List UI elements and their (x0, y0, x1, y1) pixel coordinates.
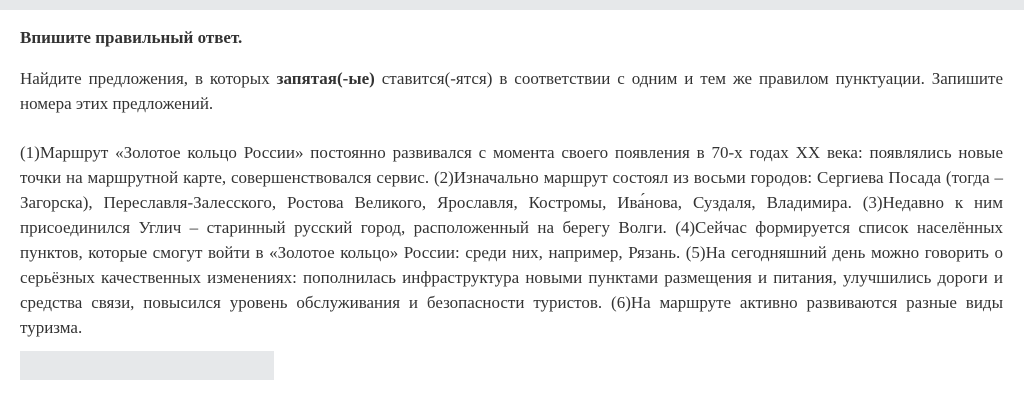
instruction-bold-term: запятая(-ые) (276, 69, 375, 88)
task-passage: (1)Маршрут «Золотое кольцо России» постоянно развивался с момента своего появления в 70-х годах XX века: появлялись новые точки на маршрутной карте, совершенствовался сервис. (2)Изначально маршрут состоял из восьми городов: Сергиева Посада (тогда – Загорска), Переславля-Залесского, Ростова Великого, Ярославля, Костромы, Ива́нова, Суздаля, Владимира. (3)Недавно к ним присоединился Углич – старинный русский город, расположенный на берегу Волги. (4)Сейчас формируется список населённых пунктов, которые смогут войти в «Золотое кольцо» России: среди них, например, Рязань. (5)На сегодняшний день можно говорить о серьёзных качественных изменениях: пополнилась инфраструктура новыми пунктами размещения и питания, улучшились дороги и средства связи, повысился уровень обслуживания и безопасности туристов. (6)На маршруте активно развиваются разные виды туризма. (20, 143, 1003, 337)
task-instruction (20, 66, 1003, 116)
top-bar (0, 0, 1024, 10)
instruction-text-end: ставится(-ятся) в соответствии с одним и тем же правилом пунктуации. Запишите номера этих предложений. (20, 69, 1003, 113)
task-heading: Впишите правильный ответ. (20, 28, 243, 47)
task-content (20, 26, 1003, 340)
instruction-text-start: Найдите предложения, в которых (20, 69, 277, 88)
answer-input[interactable] (20, 351, 274, 380)
